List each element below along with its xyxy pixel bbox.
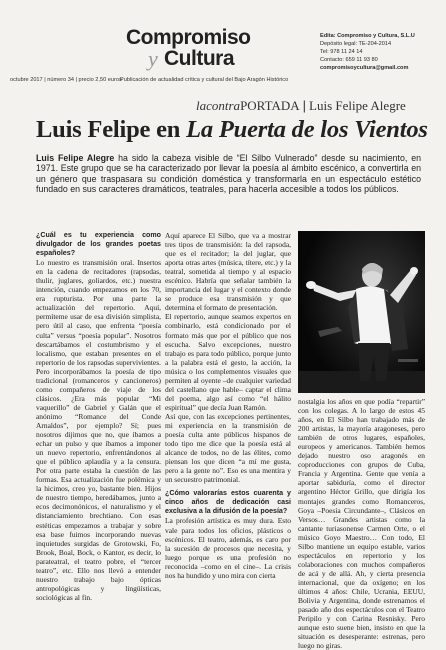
section-separator: |: [302, 98, 307, 113]
issue-info: octubre 2017 | número 34 | precio 2,50 euros: [10, 77, 122, 83]
interview-question: ¿Cuál es tu experiencia como divulgador de los grandes poetas españoles?: [36, 231, 161, 258]
body-paragraph: El repertorio, aunque seamos expertos en combinarlo, está condicionado por el formato más que por el público que nos escucha. Salvo excepciones, nuestro trabajo es para todo público, porque junto a la palabra está el gesto, la acción, la música o los complementos visuales que permiten al oyente –de cualquier variedad del castellano que hable– captar el clima del poema, algo así como “el hálito espiritual” que decía Juan Ramón.: [165, 312, 291, 412]
headline: [36, 116, 428, 144]
body-paragraph: La profesión artística es muy dura. Esto vale para todos los oficios, plásticos o escénicos. El teatro, además, es caro por la sucesión de procesos que necesita, y luego porque es una profesión no reconocida –como en el cine–. La crisis nos ha hundido y uno mira con cierta: [165, 516, 291, 580]
body-column-1: [36, 231, 161, 637]
section-label: PORTADA: [240, 98, 300, 113]
headline-title: La Puerta de los Vientos: [186, 116, 428, 143]
interview-question: ¿Cómo valorarías estos cuarenta y cinco años de dedicación casi exclusiva a la difusión de la poesía?: [165, 489, 291, 516]
publisher-line: compromisoycultura@gmail.com: [320, 65, 409, 71]
performer-photo-image: [298, 231, 425, 393]
publisher-line: Tel: 978 11 24 14: [320, 49, 363, 55]
body-column-2: [165, 231, 291, 637]
lead-text: ha sido la cabeza visible de “El Silbo Vulnerado” desde su nacimiento, en 1971. Este grupo que se ha caracterizado por llevar la poesía al ámbito escénico, a convertirla en un género que traspasara su condición doméstica y transformarla en un espectáculo estético fundado en sus caracteres dramáticos, teatrales, para hacerla accesible a todos los públicos.: [36, 153, 421, 194]
lead-paragraph: [36, 153, 421, 194]
body-paragraph: Lo nuestro es transmisión oral. Insertos en la cadena de recitadores (rapsodas, thulir, juglares, goliardos, etc.) nuestra intención, cuando empezamos en los 70, era rupturista. Por una parte la actualización del repertorio. Aquí, permíteme usar de esa división simplista, pero útil al caso, que enfrenta “poesía culta” versus “poesía popular”. Nosotros descartábamos el costumbrismo y el localismo, que estaban presentes en el repertorio de los rapsodas supervivientes. Pero incorporábamos la poesía de tipo tradicional (romanceros y cancioneros) como compañeros de viaje de los clásicos. ¿Era más popular “Mi vaquerillo” de Gabriel y Galán que el anónimo “Romance del Conde Arnaldos”, por ejemplo? Sí; pues nosotros dijimos que no, que íbamos a echar un pulso y que íbamos a imponer un nuevo repertorio, enfrentándonos al que el público aplaudía y a la censura. Por otra parte estaba la cuestión de las formas. Esa actualización fue polémica y la hicimos, creo yo, bastante bien. Hijos de nuestro tiempo, heredábamos, junto a ecos decimonónicos, el naturalismo y el distanciamiento brechtiano. Con esas estéticas empezamos a trabajar y sobre esa base fuimos incorporando nuevas inquietudes surgidas de Grotowski, Fo, Brook, Boal, Bock, o Kantor, es decir, lo parateatral, el teatro pobre, el “tercer teatro”, etc. Ello nos llevó a entender nuestro trabajo bajo ópticas antropológicas y lingüísticas, sociológicas al fin.: [36, 258, 161, 602]
lead-name: Luis Felipe Alegre: [36, 153, 115, 163]
masthead: [0, 0, 446, 92]
body-column-3: [298, 397, 425, 650]
logo-line2: Cultura: [164, 47, 234, 70]
publisher-line: Contacto: 659 11 93 80: [320, 57, 378, 63]
section-kicker: lacontra: [196, 98, 241, 113]
publisher-line: Depósito legal: TE-204-2014: [320, 41, 392, 47]
performer-photo: [298, 231, 425, 393]
body-paragraph: Así que, con las excepciones pertinentes, mi experiencia en la transmisión de poesía culta ante públicos hispanos de todo tipo me dice que la poesía está al alcance de todos, no de las élites, como piensan los que dicen “a mí me gusta, pero a la gente no”. Eso es una mentira y un secuestro patrimonial.: [165, 411, 291, 485]
logo-line1: Compromiso: [126, 26, 251, 49]
section-author: Luis Felipe Alegre: [309, 98, 406, 113]
body-paragraph: nostalgia los años en que podía “repartir” con los colegas. A lo largo de estos 45 años, en El Silbo han trabajado más de 200 artistas, la mayoría aragoneses, pero también de otros lugares, españoles, europeos y americanos. También hemos dejado nuestro oso aragonés en coproducciones con grupos de Cuba, Francia y Argentina. Gente que venía a aportar sabiduría, como el director argentino Héctor Grillo, que dirigía los montajes grandes como Romanceros, Goya –Poesía Circundante–, Clásicos en Versos… Grandes artistas como la cantante turiasonense Carmen Orte, o el músico Goyo Maestro… Con todo, El Silbo mantiene un equipo estable, varios espectáculos en repertorio y los colaboraciones con muchos compañeros de acá y de allá. Ah, y cierta presencia internacional, que da oxígeno; en los últimos 4 años: Chile, Ucrania, EEUU, Bolivia y Argentina, donde estrenamos el pasado año dos espectáculos con el Teatro Peripilo y con Carina Resnisky. Pero aunque esto suene bien, insisto en que la situación es desesperante: estrenas, pero luego no giras.: [298, 397, 425, 650]
headline-name: Luis Felipe en: [36, 116, 187, 143]
logo: [122, 26, 272, 76]
tagline: Publicación de actualidad crítica y cultural del Bajo Aragón Histórico: [120, 77, 289, 83]
logo-y: y: [148, 46, 158, 71]
section-header: [196, 98, 406, 114]
publisher-line: Edita: Compromiso y Cultura, S.L.U: [320, 33, 415, 39]
body-paragraph: Aquí aparece El Silbo, que va a mostrar tres tipos de transmisión: la del rapsoda, que es el recitador; la del juglar, que aporta otras artes (música, títere, etc.) y la teatral, sometida al tiempo y al espacio escénico. Habría que señalar también la importancia del lugar y el contexto donde se produce esa transmisión y que determina el formato de presentación.: [165, 231, 291, 313]
publisher-info: [320, 32, 446, 72]
